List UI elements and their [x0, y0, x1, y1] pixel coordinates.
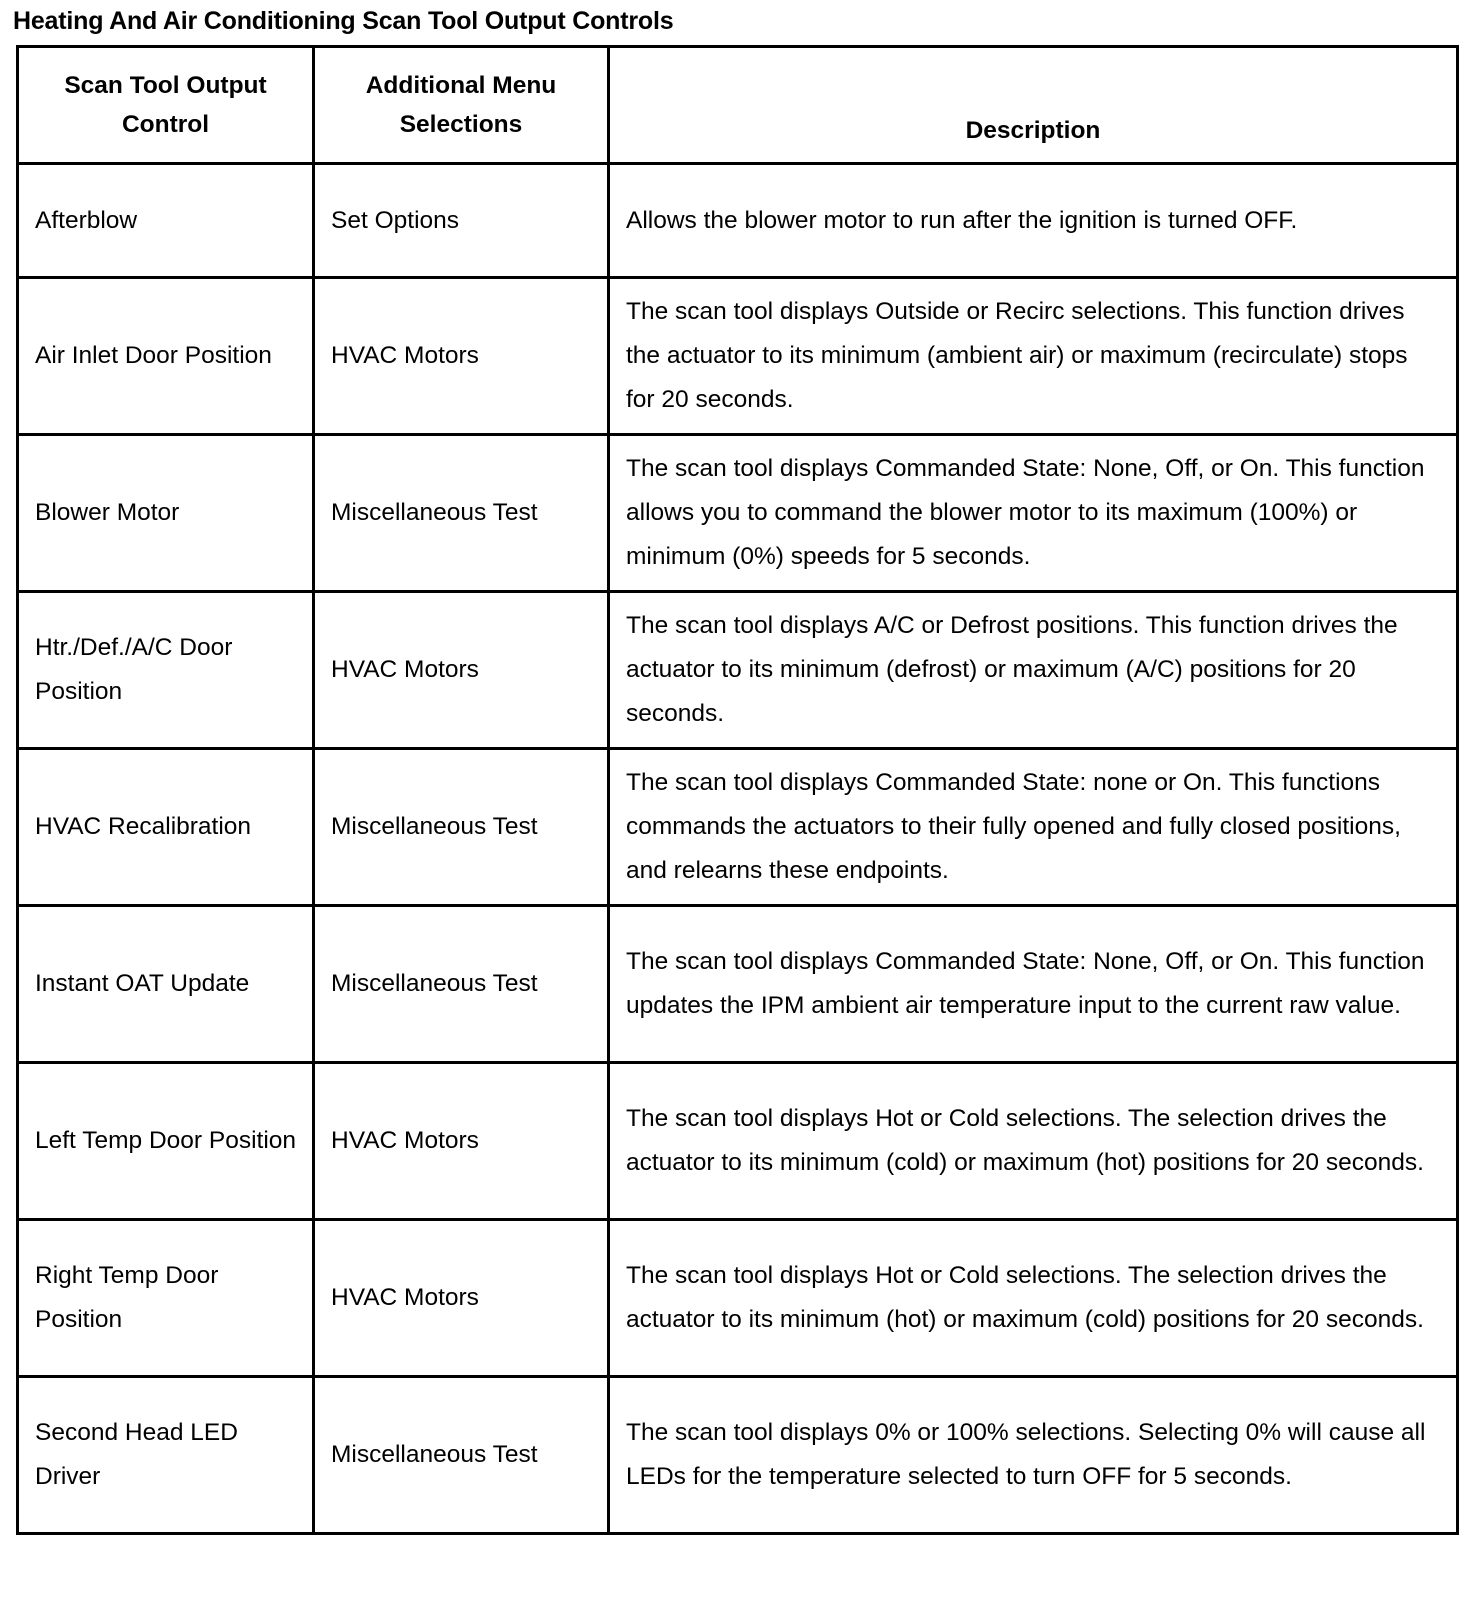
description-cell: The scan tool displays A/C or Defrost positions. This function drives the actuator to its minimum (defrost) or maximum (A/C) positions for 20 seconds.: [609, 592, 1458, 749]
menu-cell: Miscellaneous Test: [314, 749, 609, 906]
description-cell: The scan tool displays Commanded State: None, Off, or On. This function updates the IPM ambient air temperature input to the current raw value.: [609, 906, 1458, 1063]
table-row: [18, 164, 1458, 278]
control-cell: HVAC Recalibration: [18, 749, 314, 906]
header-additional-menu-selections: Additional Menu Selections: [314, 47, 609, 164]
header-description: Description: [609, 47, 1458, 164]
description-cell: The scan tool displays Commanded State: None, Off, or On. This function allows you to command the blower motor to its maximum (100%) or minimum (0%) speeds for 5 seconds.: [609, 435, 1458, 592]
description-cell: The scan tool displays Commanded State: none or On. This functions commands the actuators to their fully opened and fully closed positions, and relearns these endpoints.: [609, 749, 1458, 906]
description-cell: The scan tool displays Outside or Recirc selections. This function drives the actuator to its minimum (ambient air) or maximum (recirculate) stops for 20 seconds.: [609, 278, 1458, 435]
table-header-row: [18, 47, 1458, 164]
table-row: [18, 1063, 1458, 1220]
document-title: Heating And Air Conditioning Scan Tool Output Controls: [13, 7, 674, 35]
scan-tool-output-controls-table: [16, 45, 1459, 1535]
control-cell: Air Inlet Door Position: [18, 278, 314, 435]
table-row: [18, 278, 1458, 435]
menu-cell: HVAC Motors: [314, 1063, 609, 1220]
table-row: [18, 1220, 1458, 1377]
description-cell: The scan tool displays Hot or Cold selections. The selection drives the actuator to its minimum (cold) or maximum (hot) positions for 20 seconds.: [609, 1063, 1458, 1220]
menu-cell: HVAC Motors: [314, 592, 609, 749]
table-row: [18, 1377, 1458, 1534]
menu-cell: Miscellaneous Test: [314, 1377, 609, 1534]
menu-cell: Miscellaneous Test: [314, 435, 609, 592]
menu-cell: Set Options: [314, 164, 609, 278]
control-cell: Instant OAT Update: [18, 906, 314, 1063]
description-cell: The scan tool displays 0% or 100% selections. Selecting 0% will cause all LEDs for the temperature selected to turn OFF for 5 seconds.: [609, 1377, 1458, 1534]
menu-cell: Miscellaneous Test: [314, 906, 609, 1063]
table-row: [18, 749, 1458, 906]
menu-cell: HVAC Motors: [314, 1220, 609, 1377]
control-cell: Blower Motor: [18, 435, 314, 592]
control-cell: Second Head LED Driver: [18, 1377, 314, 1534]
table-row: [18, 592, 1458, 749]
description-cell: Allows the blower motor to run after the ignition is turned OFF.: [609, 164, 1458, 278]
control-cell: Left Temp Door Position: [18, 1063, 314, 1220]
control-cell: Afterblow: [18, 164, 314, 278]
header-scan-tool-output-control: Scan Tool Output Control: [18, 47, 314, 164]
control-cell: Htr./Def./A/C Door Position: [18, 592, 314, 749]
table-row: [18, 435, 1458, 592]
menu-cell: HVAC Motors: [314, 278, 609, 435]
description-cell: The scan tool displays Hot or Cold selections. The selection drives the actuator to its minimum (hot) or maximum (cold) positions for 20 seconds.: [609, 1220, 1458, 1377]
control-cell: Right Temp Door Position: [18, 1220, 314, 1377]
table-row: [18, 906, 1458, 1063]
